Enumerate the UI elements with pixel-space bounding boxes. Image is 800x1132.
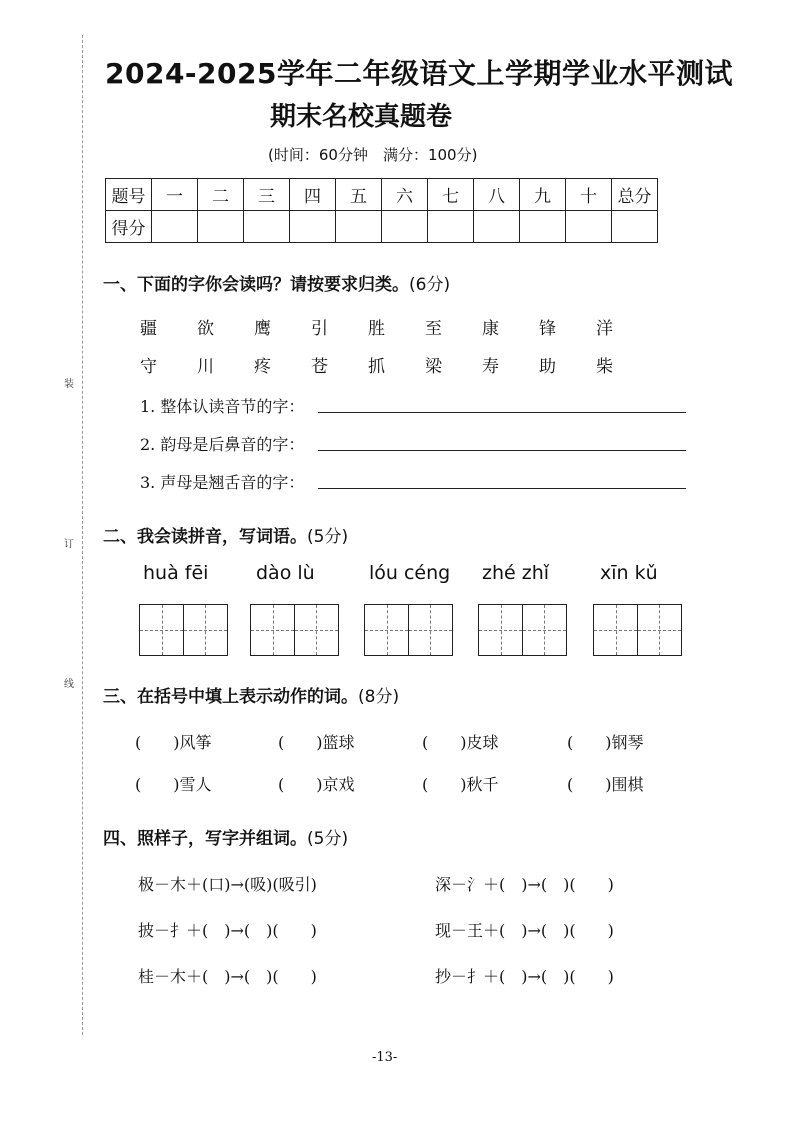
score-table-cell: 七	[428, 179, 474, 211]
score-table-cell: 题号	[106, 179, 152, 211]
score-input-cell[interactable]	[244, 211, 290, 243]
score-table-cell: 八	[474, 179, 520, 211]
pinyin-label: lóu céng	[369, 562, 451, 584]
answer-line[interactable]	[318, 488, 686, 489]
writing-cell[interactable]	[478, 604, 523, 656]
section1-points: (6分)	[409, 275, 451, 295]
page-number: -13-	[372, 1050, 398, 1065]
writing-grid	[478, 604, 567, 656]
score-table-cell: 总分	[612, 179, 658, 211]
section2-title: 二、我会读拼音，写词语。	[103, 527, 307, 547]
writing-grid	[364, 604, 453, 656]
section4-points: (5分)	[307, 829, 349, 849]
section4-heading	[103, 824, 348, 849]
score-table	[105, 178, 658, 243]
fill-blank-item[interactable]: ( )围棋	[567, 775, 644, 794]
score-table-cell: 一	[152, 179, 198, 211]
fill-blank-item[interactable]: ( )京戏	[278, 775, 355, 794]
binding-mark: 装	[64, 379, 74, 390]
section3-points: (8分)	[358, 687, 400, 707]
score-table-cell: 九	[520, 179, 566, 211]
char-item: 疆	[140, 319, 157, 339]
score-input-cell[interactable]	[566, 211, 612, 243]
score-table-cell: 六	[382, 179, 428, 211]
writing-cell[interactable]	[593, 604, 638, 656]
score-input-cell[interactable]	[520, 211, 566, 243]
char-item: 梁	[425, 357, 442, 377]
char-item: 助	[539, 357, 556, 377]
section1-question-3	[140, 470, 304, 493]
section3-title: 三、在括号中填上表示动作的词。	[103, 687, 358, 707]
char-item: 疼	[254, 357, 271, 377]
pinyin-label: xīn kǔ	[600, 562, 658, 584]
section1-chars-row2	[140, 352, 653, 377]
section4-title: 四、照样子，写字并组词。	[103, 829, 307, 849]
answer-line[interactable]	[318, 450, 686, 451]
score-input-cell[interactable]	[474, 211, 520, 243]
score-table-score-row	[106, 211, 658, 243]
char-item: 川	[197, 357, 214, 377]
exam-meta: (时间：60分钟 满分：100分)	[268, 146, 478, 164]
score-input-cell[interactable]	[198, 211, 244, 243]
binding-margin	[62, 35, 83, 1035]
exam-subtitle: 期末名校真题卷	[270, 102, 453, 132]
word-formation-item[interactable]: 深－氵＋( )→( )( )	[435, 875, 614, 894]
score-input-cell[interactable]	[152, 211, 198, 243]
fill-blank-item[interactable]: ( )风筝	[135, 733, 212, 752]
char-item: 守	[140, 357, 157, 377]
question-label: 3. 声母是翘舌音的字：	[140, 473, 305, 492]
score-table-header-row	[106, 179, 658, 211]
score-input-cell[interactable]	[382, 211, 428, 243]
char-item: 寿	[482, 357, 499, 377]
word-formation-item[interactable]: 现－王＋( )→( )( )	[435, 921, 614, 940]
answer-line[interactable]	[318, 412, 686, 413]
writing-grid	[139, 604, 228, 656]
fill-blank-item[interactable]: ( )秋千	[422, 775, 499, 794]
section3-heading	[103, 682, 399, 707]
section2-heading	[103, 522, 348, 547]
section1-question-2	[140, 432, 304, 455]
section1-heading	[103, 270, 450, 295]
char-item: 锋	[539, 319, 556, 339]
section1-title: 一、下面的字你会读吗？请按要求归类。	[103, 275, 409, 295]
char-item: 引	[311, 319, 328, 339]
section1-question-1	[140, 394, 304, 417]
word-formation-item: 极－木＋(口)→(吸)(吸引)	[138, 875, 317, 894]
pinyin-label: zhé zhǐ	[482, 562, 550, 584]
fill-blank-item[interactable]: ( )篮球	[278, 733, 355, 752]
score-table-cell: 二	[198, 179, 244, 211]
char-item: 欲	[197, 319, 214, 339]
char-item: 苍	[311, 357, 328, 377]
word-formation-item[interactable]: 桂－木＋( )→( )( )	[138, 967, 317, 986]
writing-cell[interactable]	[250, 604, 295, 656]
writing-cell[interactable]	[294, 604, 339, 656]
score-input-cell[interactable]	[336, 211, 382, 243]
fill-blank-item[interactable]: ( )皮球	[422, 733, 499, 752]
score-table-cell: 三	[244, 179, 290, 211]
char-item: 至	[425, 319, 442, 339]
fill-blank-item[interactable]: ( )钢琴	[567, 733, 644, 752]
binding-mark: 线	[64, 679, 74, 690]
writing-cell[interactable]	[183, 604, 228, 656]
score-table-cell: 五	[336, 179, 382, 211]
char-item: 抓	[368, 357, 385, 377]
char-item: 胜	[368, 319, 385, 339]
score-table-cell: 十	[566, 179, 612, 211]
pinyin-label: huà fēi	[143, 562, 209, 584]
score-input-cell[interactable]	[612, 211, 658, 243]
word-formation-item[interactable]: 抄－扌＋( )→( )( )	[435, 967, 614, 986]
score-table-cell: 四	[290, 179, 336, 211]
char-item: 柴	[596, 357, 613, 377]
word-formation-item[interactable]: 披－扌＋( )→( )( )	[138, 921, 317, 940]
score-input-cell[interactable]	[290, 211, 336, 243]
writing-cell[interactable]	[637, 604, 682, 656]
fill-blank-item[interactable]: ( )雪人	[135, 775, 212, 794]
char-item: 鹰	[254, 319, 271, 339]
writing-cell[interactable]	[522, 604, 567, 656]
writing-grid	[593, 604, 682, 656]
exam-title: 2024-2025学年二年级语文上学期学业水平测试	[105, 57, 733, 90]
section2-points: (5分)	[307, 527, 349, 547]
binding-mark: 订	[64, 539, 74, 550]
writing-grid	[250, 604, 339, 656]
score-input-cell[interactable]	[428, 211, 474, 243]
question-label: 1. 整体认读音节的字：	[140, 397, 305, 416]
writing-cell[interactable]	[139, 604, 184, 656]
score-table-cell: 得分	[106, 211, 152, 243]
section1-chars-row1	[140, 314, 653, 339]
pinyin-label: dào lù	[256, 562, 315, 584]
writing-cell[interactable]	[408, 604, 453, 656]
writing-cell[interactable]	[364, 604, 409, 656]
question-label: 2. 韵母是后鼻音的字：	[140, 435, 305, 454]
char-item: 洋	[596, 319, 613, 339]
char-item: 康	[482, 319, 499, 339]
